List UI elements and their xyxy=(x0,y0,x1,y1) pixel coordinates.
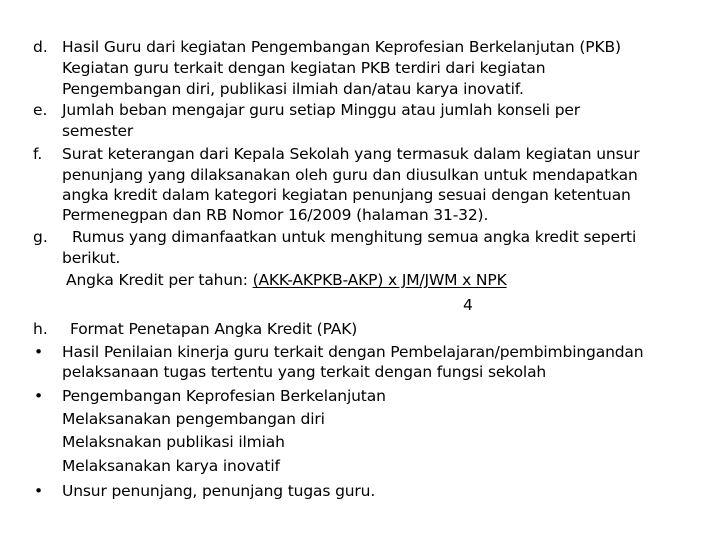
item-g-line-1: Rumus yang dimanfaatkan untuk menghitung semua angka kredit seperti xyxy=(72,228,637,246)
bullet-1-symbol: • xyxy=(34,343,44,361)
bullet-2-line-2: Melaksanakan pengembangan diri xyxy=(62,410,325,428)
bullet-3-line-1: Unsur penunjang, penunjang tugas guru. xyxy=(62,482,376,500)
item-e-line-2: semester xyxy=(62,122,134,140)
item-h-label: h. xyxy=(33,320,48,338)
bullet-1-line-1: Hasil Penilaian kinerja guru terkait dengan Pembelajaran/pembimbingandan xyxy=(62,343,644,361)
bullet-2-symbol: • xyxy=(34,387,44,405)
bullet-2-line-3: Melaksnakan publikasi ilmiah xyxy=(62,433,285,451)
item-e-label: e. xyxy=(33,101,48,119)
bullet-1-line-2: pelaksanaan tugas tertentu yang terkait dengan fungsi sekolah xyxy=(62,363,547,381)
formula-line xyxy=(66,271,507,289)
bullet-2-line-1: Pengembangan Keprofesian Berkelanjutan xyxy=(62,387,386,405)
formula-prefix: Angka Kredit per tahun: xyxy=(66,271,253,289)
item-e-line-1: Jumlah beban mengajar guru setiap Minggu atau jumlah konseli per xyxy=(62,101,581,119)
item-f-line-2: penunjang yang dilaksanakan oleh guru dan diusulkan untuk mendapatkan xyxy=(62,166,638,184)
item-h-line-1: Format Penetapan Angka Kredit (PAK) xyxy=(70,320,358,338)
bullet-2-line-4: Melaksanakan karya inovatif xyxy=(62,457,280,475)
item-d-line-2: Kegiatan guru terkait dengan kegiatan PKB terdiri dari kegiatan xyxy=(62,59,546,77)
item-d-line-1: Hasil Guru dari kegiatan Pengembangan Keprofesian Berkelanjutan (PKB) xyxy=(62,38,621,56)
item-d-line-3: Pengembangan diri, publikasi ilmiah dan/atau karya inovatif. xyxy=(62,80,524,98)
item-d-label: d. xyxy=(33,38,48,56)
item-f-line-4: Permenegpan dan RB Nomor 16/2009 (halaman 31-32). xyxy=(62,206,489,224)
item-f-line-1: Surat keterangan dari Kepala Sekolah yang termasuk dalam kegiatan unsur xyxy=(62,145,640,163)
item-g-line-2: berikut. xyxy=(62,249,121,267)
item-f-line-3: angka kredit dalam kategori kegiatan penunjang sesuai dengan ketentuan xyxy=(62,186,631,204)
bullet-3-symbol: • xyxy=(34,482,44,500)
item-f-label: f. xyxy=(33,145,43,163)
item-g-label: g. xyxy=(33,228,48,246)
formula-denominator: 4 xyxy=(463,296,473,314)
formula-numerator: (AKK-AKPKB-AKP) x JM/JWM x NPK xyxy=(252,271,507,289)
